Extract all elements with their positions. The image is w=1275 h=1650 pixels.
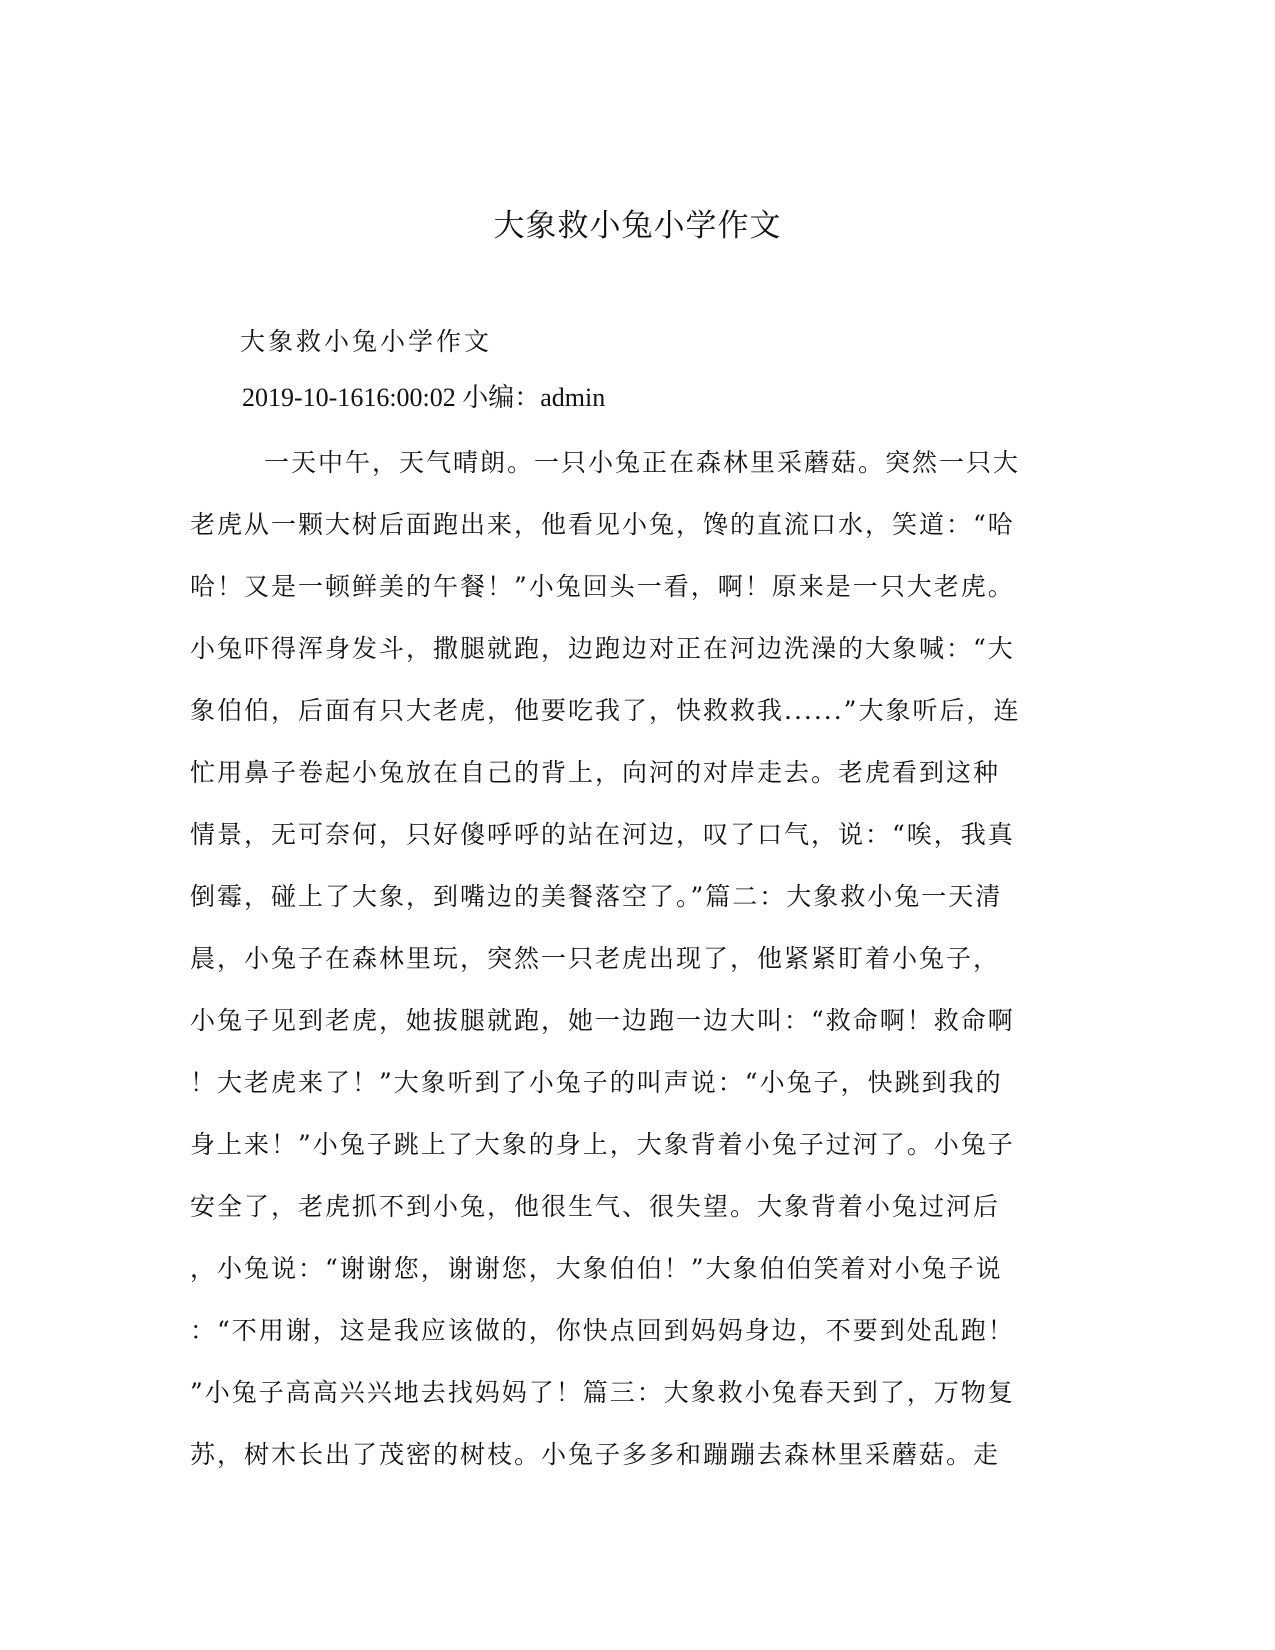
body-line: ！大老虎来了！”大象听到了小兔子的叫声说：“小兔子，快跳到我的	[190, 1068, 1003, 1097]
body-line: 象伯伯，后面有只大老虎，他要吃我了，快救救我......”大象听后，连	[190, 696, 1021, 725]
body-line: 苏，树木长出了茂密的树枝。小兔子多多和蹦蹦去森林里采蘑菇。走	[190, 1440, 1001, 1469]
body-line: 哈！又是一顿鲜美的午餐！”小兔回头一看，啊！原来是一只大老虎。	[190, 572, 1015, 601]
body-line: 倒霉，碰上了大象，到嘴边的美餐落空了。”篇二：大象救小兔一天清	[190, 882, 1003, 911]
body-line: 安全了，老虎抓不到小兔，他很生气、很失望。大象背着小兔过河后	[190, 1192, 1001, 1221]
body-line: ：“不用谢，这是我应该做的，你快点回到妈妈身边，不要到处乱跑！	[190, 1316, 1015, 1345]
body-line: 一天中午，天气晴朗。一只小兔正在森林里采蘑菇。突然一只大	[264, 448, 1021, 477]
body-line: 晨，小兔子在森林里玩，突然一只老虎出现了，他紧紧盯着小兔子，	[190, 944, 1001, 973]
body-line: 小兔吓得浑身发斗，撒腿就跑，边跑边对正在河边洗澡的大象喊：“大	[190, 634, 1015, 663]
document-body	[190, 318, 1080, 1486]
body-line: ”小兔子高高兴兴地去找妈妈了！篇三：大象救小兔春天到了，万物复	[190, 1378, 1015, 1407]
body-line: ，小兔说：“谢谢您，谢谢您，大象伯伯！”大象伯伯笑着对小兔子说	[190, 1254, 1003, 1283]
body-paragraph	[190, 432, 1080, 1486]
document-meta: 2019-10-1616:00:02 小编：admin	[242, 383, 606, 412]
body-line: 情景，无可奈何，只好傻呼呼的站在河边，叹了口气，说：“唉，我真	[190, 820, 1015, 849]
document-subtitle: 大象救小兔小学作文	[240, 327, 493, 356]
body-line: 身上来！”小兔子跳上了大象的身上，大象背着小兔子过河了。小兔子	[190, 1130, 1015, 1159]
body-line: 老虎从一颗大树后面跑出来，他看见小兔，馋的直流口水，笑道：“哈	[190, 510, 1015, 539]
body-line: 小兔子见到老虎，她拔腿就跑，她一边跑一边大叫：“救命啊！救命啊	[190, 1006, 1015, 1035]
body-line: 忙用鼻子卷起小兔放在自己的背上，向河的对岸走去。老虎看到这种	[190, 758, 1001, 787]
document-title: 大象救小兔小学作文	[493, 208, 782, 244]
